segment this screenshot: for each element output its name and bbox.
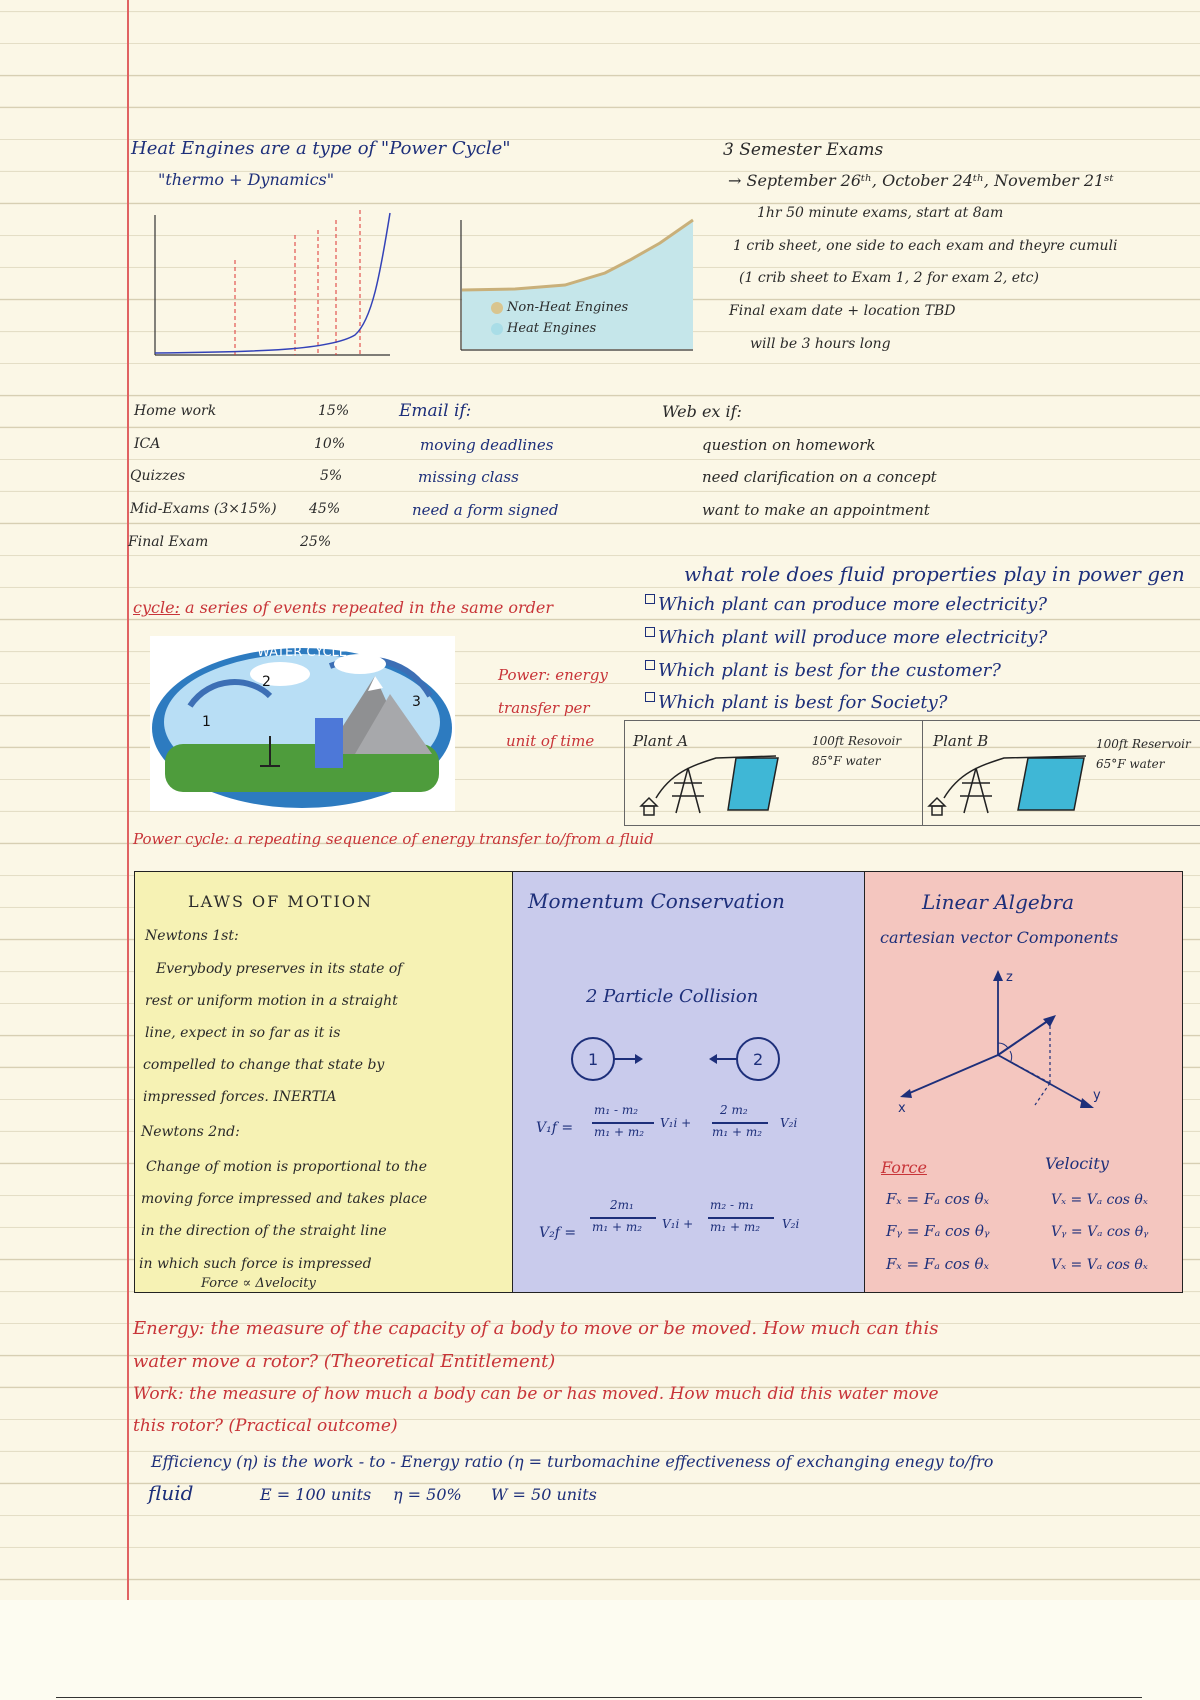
question-item: Which plant is best for Society? bbox=[645, 692, 947, 713]
grading-weight: 25% bbox=[300, 534, 332, 550]
eq2-lhs: V₂f = bbox=[539, 1225, 577, 1241]
cycle-definition-text: a series of events repeated in the same order bbox=[185, 598, 554, 617]
newton-2-line: in the direction of the straight line bbox=[141, 1223, 387, 1239]
power-cycle-term: Power cycle: bbox=[133, 830, 230, 848]
newton-2-note: Force ∝ Δvelocity bbox=[201, 1276, 316, 1291]
webex-title: Web ex if: bbox=[662, 402, 742, 421]
force-eq: Fₓ = Fₐ cos θₓ bbox=[886, 1190, 989, 1208]
eq2-v2: V₂i bbox=[782, 1217, 800, 1231]
linear-subtitle: cartesian vector Components bbox=[880, 928, 1119, 947]
power-term bbox=[498, 666, 608, 684]
eq2-num-1: 2m₁ bbox=[610, 1198, 634, 1212]
efficiency-energy-value: E = 100 units bbox=[260, 1485, 372, 1504]
exams-line-5: Final exam date + location TBD bbox=[729, 303, 956, 319]
eq2-den-2: m₁ + m₂ bbox=[710, 1220, 761, 1234]
water-cycle-image bbox=[150, 636, 455, 811]
legend-heat bbox=[491, 321, 596, 336]
particle-1-label: 1 bbox=[588, 1050, 599, 1069]
momentum-title: Momentum Conservation bbox=[528, 889, 785, 913]
email-item: missing class bbox=[418, 468, 519, 486]
laws-title: LAWS OF MOTION bbox=[188, 892, 373, 911]
efficiency-fluid-word: fluid bbox=[148, 1481, 194, 1505]
eq1-v2: V₂i bbox=[780, 1116, 798, 1130]
legend-swatch-heat bbox=[491, 323, 503, 335]
eq1-lhs: V₁f = bbox=[536, 1120, 574, 1136]
checkbox-icon bbox=[645, 627, 655, 637]
water-cycle-title: WATER CYCLE bbox=[257, 645, 347, 660]
velocity-label: Velocity bbox=[1045, 1154, 1109, 1173]
eq1-den-1: m₁ + m₂ bbox=[594, 1125, 645, 1139]
question-item: Which plant can produce more electricity? bbox=[645, 594, 1047, 615]
plant-b-sketch bbox=[924, 748, 1104, 818]
energy-text: the measure of the capacity of a body to move or be moved. How much can this bbox=[210, 1318, 939, 1339]
eq1-v1: V₁i + bbox=[660, 1116, 692, 1130]
legend-label-heat: Heat Engines bbox=[507, 321, 597, 336]
axis-y-label: y bbox=[1093, 1088, 1101, 1103]
force-eq: Fᵧ = Fₐ cos θᵧ bbox=[886, 1222, 990, 1240]
exams-title: 3 Semester Exams bbox=[723, 140, 884, 160]
grading-weight: 15% bbox=[318, 403, 350, 419]
efficiency-work-value: W = 50 units bbox=[491, 1485, 597, 1504]
energy-line-2: water move a rotor? (Theoretical Entitlement) bbox=[133, 1351, 556, 1372]
work-line-1 bbox=[133, 1384, 939, 1404]
velocity-eq: Vₓ = Vₐ cos θₓ bbox=[1051, 1192, 1148, 1208]
plant-b-line-2: 65°F water bbox=[1096, 757, 1165, 771]
power-line-3: unit of time bbox=[506, 732, 595, 750]
engine-growth-graph bbox=[140, 205, 400, 360]
margin-line bbox=[127, 0, 129, 1600]
exams-line-1: → September 26ᵗʰ, October 24ᵗʰ, November 21ˢᵗ bbox=[728, 171, 1114, 190]
work-line-2: this rotor? (Practical outcome) bbox=[133, 1416, 398, 1436]
newton-2-label: Newtons 2nd: bbox=[141, 1124, 240, 1140]
webex-item: question on homework bbox=[702, 436, 876, 454]
particle-collision-diagram bbox=[565, 1031, 805, 1091]
force-label: Force bbox=[881, 1158, 927, 1177]
eq2-v1: V₁i + bbox=[662, 1217, 694, 1231]
exams-line-4: (1 crib sheet to Exam 1, 2 for exam 2, etc) bbox=[739, 270, 1039, 286]
power-line-1: energy bbox=[555, 666, 608, 684]
grading-weight: 45% bbox=[309, 501, 341, 517]
grading-item: Mid-Exams (3×15%) bbox=[130, 501, 277, 517]
eq2-frac-bar-2 bbox=[708, 1217, 774, 1219]
plant-a-sketch bbox=[636, 748, 816, 818]
email-item: moving deadlines bbox=[420, 436, 554, 454]
eq2-frac-bar-1 bbox=[590, 1217, 656, 1219]
grading-item: Final Exam bbox=[128, 534, 209, 550]
eq2-num-2: m₂ - m₁ bbox=[710, 1198, 755, 1212]
exams-line-6: will be 3 hours long bbox=[750, 336, 891, 352]
water-cycle-num: 2 bbox=[262, 674, 271, 690]
checkbox-icon bbox=[645, 660, 655, 670]
legend-label-non-heat: Non-Heat Engines bbox=[507, 300, 629, 315]
energy-term: Energy: bbox=[133, 1318, 205, 1339]
vector-components-diagram bbox=[890, 965, 1110, 1115]
grading-item: Quizzes bbox=[130, 468, 186, 484]
axis-x-label: x bbox=[898, 1101, 906, 1115]
eq1-den-2: m₁ + m₂ bbox=[712, 1125, 763, 1139]
newton-1-label: Newtons 1st: bbox=[145, 928, 239, 944]
newton-1-line: Everybody preserves in its state of bbox=[156, 961, 403, 977]
plant-a-name: Plant A bbox=[633, 732, 689, 750]
plant-a-line-2: 85°F water bbox=[812, 754, 881, 768]
newton-1-line: line, expect in so far as it is bbox=[145, 1025, 341, 1041]
power-cycle-definition bbox=[133, 830, 654, 848]
grading-item: ICA bbox=[134, 436, 161, 452]
newton-1-line: rest or uniform motion in a straight bbox=[145, 993, 398, 1009]
efficiency-eta-value: η = 50% bbox=[393, 1485, 462, 1504]
newton-2-line: in which such force is impressed bbox=[139, 1256, 372, 1272]
newton-2-line: moving force impressed and takes place bbox=[141, 1191, 428, 1207]
power-term-label: Power: bbox=[498, 666, 551, 684]
checkbox-icon bbox=[645, 594, 655, 604]
webex-item: need clarification on a concept bbox=[702, 468, 937, 486]
efficiency-line-1: Efficiency (η) is the work - to - Energy ratio (η = turbomachine effectiveness of exchanging enegy to/fro bbox=[151, 1452, 994, 1471]
legend-non-heat bbox=[491, 300, 628, 315]
velocity-eq: Vᵧ = Vₐ cos θᵧ bbox=[1051, 1224, 1149, 1240]
plant-a-line-1: 100ft Resovoir bbox=[812, 734, 902, 748]
eq1-num-2: 2 m₂ bbox=[720, 1103, 748, 1117]
cycle-term: cycle: bbox=[133, 598, 180, 617]
question-item: Which plant will produce more electricity? bbox=[645, 627, 1047, 648]
grading-weight: 10% bbox=[314, 436, 346, 452]
particle-2-label: 2 bbox=[753, 1050, 764, 1069]
fluid-question-heading: what role does fluid properties play in power gen bbox=[684, 562, 1185, 586]
power-cycle-text: a repeating sequence of energy transfer to/from a fluid bbox=[233, 830, 654, 848]
checkbox-icon bbox=[645, 692, 655, 702]
plant-b-line-1: 100ft Reservoir bbox=[1096, 737, 1191, 751]
legend-swatch-non-heat bbox=[491, 302, 503, 314]
email-title: Email if: bbox=[399, 401, 472, 421]
intro-line-2: "thermo + Dynamics" bbox=[158, 170, 335, 189]
force-eq: Fₓ = Fₐ cos θₓ bbox=[886, 1255, 989, 1273]
axis-z-label: z bbox=[1006, 970, 1013, 985]
linear-title: Linear Algebra bbox=[922, 890, 1075, 914]
water-cycle-num: 3 bbox=[412, 694, 421, 710]
cycle-definition bbox=[133, 598, 553, 617]
eq1-frac-bar-2 bbox=[712, 1122, 768, 1124]
intro-line-1: Heat Engines are a type of "Power Cycle" bbox=[131, 138, 511, 159]
grading-weight: 5% bbox=[320, 468, 343, 484]
exams-line-2: 1hr 50 minute exams, start at 8am bbox=[757, 205, 1004, 221]
plant-b-name: Plant B bbox=[933, 732, 989, 750]
question-item: Which plant is best for the customer? bbox=[645, 660, 1001, 681]
velocity-eq: Vₓ = Vₐ cos θₓ bbox=[1051, 1257, 1148, 1273]
bottom-rule bbox=[56, 1697, 1142, 1698]
work-term: Work: bbox=[133, 1384, 184, 1404]
email-item: need a form signed bbox=[412, 501, 559, 519]
collision-subtitle: 2 Particle Collision bbox=[586, 986, 759, 1007]
water-cycle-num: 1 bbox=[202, 714, 211, 730]
energy-line-1 bbox=[133, 1318, 939, 1339]
eq2-den-1: m₁ + m₂ bbox=[592, 1220, 643, 1234]
eq1-num-1: m₁ - m₂ bbox=[594, 1103, 639, 1117]
power-line-2: transfer per bbox=[498, 699, 590, 717]
newton-2-line: Change of motion is proportional to the bbox=[146, 1159, 428, 1175]
webex-item: want to make an appointment bbox=[702, 501, 930, 519]
grading-item: Home work bbox=[134, 403, 217, 419]
newton-1-line: compelled to change that state by bbox=[143, 1057, 385, 1073]
exams-line-3: 1 crib sheet, one side to each exam and theyre cumuli bbox=[733, 238, 1118, 254]
work-text: the measure of how much a body can be or has moved. How much did this water move bbox=[189, 1384, 939, 1404]
eq1-frac-bar-1 bbox=[592, 1122, 654, 1124]
newton-1-line: impressed forces. INERTIA bbox=[143, 1089, 337, 1105]
